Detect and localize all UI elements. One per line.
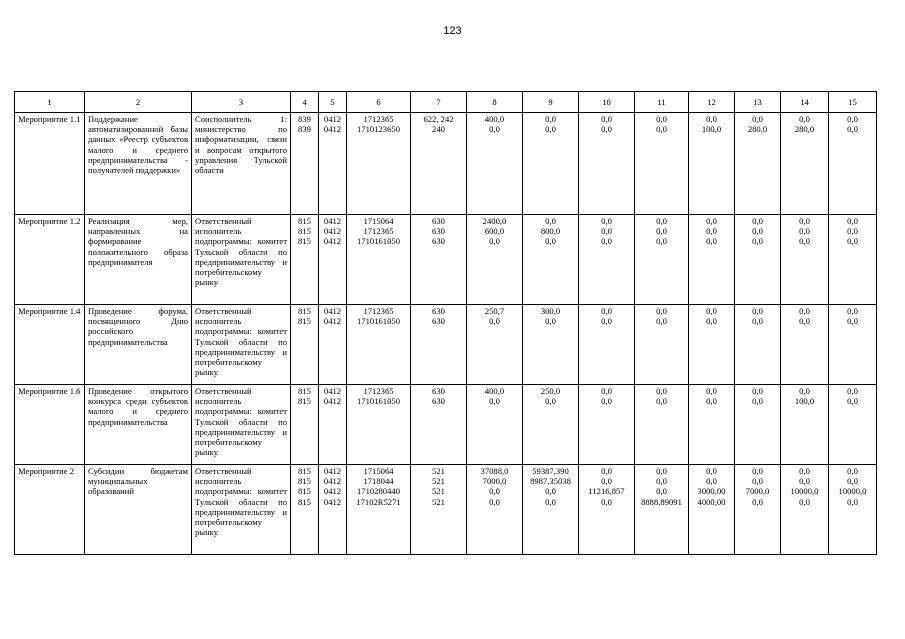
value-line: 0,0 [752, 316, 763, 327]
value-cell-c12 [689, 215, 735, 305]
value-line: 0,0 [489, 486, 500, 497]
value-line: 0412 [323, 316, 342, 327]
value-line: 0,0 [656, 124, 667, 135]
value-cell-c8 [467, 465, 523, 555]
value-line: 0,0 [545, 124, 556, 135]
table-row [15, 385, 877, 465]
value-line: 630 [432, 386, 445, 396]
value-line: 0,0 [706, 476, 717, 487]
value-line: 0412 [323, 216, 342, 226]
value-line: 0412 [323, 466, 342, 476]
value-cell-c6 [347, 113, 411, 215]
value-line: 1710280440 [357, 486, 400, 497]
value-line: 10000,0 [838, 486, 867, 497]
value-line: 1715064 [363, 216, 394, 226]
value-line: 0,0 [847, 316, 858, 327]
column-header: 7 [411, 92, 467, 113]
value-line: 0,0 [752, 476, 763, 487]
value-line: 521 [432, 486, 445, 497]
value-line: 800,0 [540, 226, 561, 237]
column-header: 8 [467, 92, 523, 113]
value-line: 0,0 [799, 466, 810, 476]
value-line: 630 [432, 236, 445, 247]
value-line: 0412 [323, 496, 342, 507]
value-line: 0,0 [799, 226, 810, 237]
value-cell-c9 [523, 305, 579, 385]
value-line: 0,0 [601, 114, 612, 124]
value-line: 0412 [323, 396, 342, 407]
value-line: 839 [298, 124, 311, 135]
value-line: 0,0 [847, 496, 858, 507]
value-line: 630 [432, 396, 445, 407]
value-line: 0,0 [601, 216, 612, 226]
value-line: 0,0 [601, 466, 612, 476]
value-cell-c14 [781, 465, 829, 555]
value-cell-c14 [781, 385, 829, 465]
value-line: 0,0 [656, 466, 667, 476]
measure-cell: Мероприятие 1.6 [15, 385, 85, 465]
value-line: 0,0 [601, 476, 612, 487]
value-cell-c15 [829, 113, 877, 215]
value-cell-c12 [689, 113, 735, 215]
value-line: 630 [432, 316, 445, 327]
value-line: 0,0 [656, 306, 667, 316]
value-line: 0,0 [656, 486, 667, 497]
value-line: 1710161050 [357, 236, 400, 247]
value-line: 815 [298, 306, 311, 316]
value-line: 0,0 [799, 236, 810, 247]
measure-name-cell: Поддержание автоматизированной базы данных «Реестр субъектов малого и среднего предпринимательства - получателей поддержки» [85, 113, 192, 215]
value-line: 815 [298, 316, 311, 327]
value-line: 0412 [323, 486, 342, 497]
value-line: 0412 [323, 306, 342, 316]
value-line: 0412 [323, 386, 342, 396]
value-line: 0,0 [656, 236, 667, 247]
measure-cell: Мероприятие 1.2 [15, 215, 85, 305]
value-line: 600,0 [484, 226, 505, 237]
value-cell-c13 [735, 305, 781, 385]
value-line: 0,0 [489, 236, 500, 247]
value-cell-c4 [291, 113, 319, 215]
value-cell-c7 [411, 305, 467, 385]
value-line: 0,0 [752, 396, 763, 407]
value-line: 0,0 [545, 396, 556, 407]
value-line: 0,0 [601, 306, 612, 316]
column-header: 11 [635, 92, 689, 113]
value-line: 0,0 [706, 386, 717, 396]
value-line: 0,0 [601, 226, 612, 237]
value-line: 0,0 [752, 236, 763, 247]
value-line: 8888,89091 [641, 496, 682, 507]
value-cell-c4 [291, 465, 319, 555]
value-cell-c15 [829, 465, 877, 555]
table-row [15, 465, 877, 555]
value-line: 815 [298, 476, 311, 487]
executor-cell: Ответственный исполнитель подпрограммы: комитет Тульской области по предпринимательству и потребительскому рынку [192, 305, 291, 385]
value-line: 0,0 [847, 114, 858, 124]
header-row [15, 92, 877, 113]
value-line: 0,0 [752, 306, 763, 316]
value-line: 622, 242 [423, 114, 454, 124]
value-line: 2400,0 [482, 216, 507, 226]
column-header: 13 [735, 92, 781, 113]
column-header: 15 [829, 92, 877, 113]
value-cell-c12 [689, 385, 735, 465]
value-line: 0,0 [847, 466, 858, 476]
value-line: 0,0 [799, 316, 810, 327]
value-line: 37088,0 [480, 466, 509, 476]
value-line: 0,0 [656, 476, 667, 487]
budget-table [14, 91, 877, 555]
column-header: 14 [781, 92, 829, 113]
value-cell-c11 [635, 385, 689, 465]
measure-cell: Мероприятие 1.4 [15, 305, 85, 385]
value-cell-c10 [579, 113, 635, 215]
value-cell-c14 [781, 113, 829, 215]
value-cell-c4 [291, 215, 319, 305]
value-line: 0,0 [601, 386, 612, 396]
value-line: 0,0 [656, 316, 667, 327]
value-cell-c4 [291, 385, 319, 465]
value-cell-c14 [781, 215, 829, 305]
value-line: 630 [432, 226, 445, 237]
value-line: 0412 [323, 124, 342, 135]
value-line: 0,0 [847, 476, 858, 487]
value-line: 0,0 [706, 216, 717, 226]
measure-cell: Мероприятие 2 [15, 465, 85, 555]
measure-name-cell: Реализация мер, направленных на формирование положительного образа предпринимателя [85, 215, 192, 305]
value-line: 1712365 [363, 306, 394, 316]
value-cell-c7 [411, 385, 467, 465]
column-header: 12 [689, 92, 735, 113]
value-cell-c9 [523, 215, 579, 305]
value-cell-c10 [579, 465, 635, 555]
column-header: 5 [319, 92, 347, 113]
table-row [15, 113, 877, 215]
executor-cell: Соисполнитель 1: министерство по информатизации, связи и вопросам открытого управления Тульской области [192, 113, 291, 215]
value-line: 8987,35038 [530, 476, 571, 487]
column-header: 10 [579, 92, 635, 113]
value-cell-c7 [411, 113, 467, 215]
value-line: 0,0 [799, 114, 810, 124]
value-line: 0,0 [752, 226, 763, 237]
value-line: 1712365 [363, 114, 394, 124]
value-line: 0,0 [545, 316, 556, 327]
value-line: 1710161050 [357, 396, 400, 407]
value-line: 1712365 [363, 386, 394, 396]
value-line: 0,0 [601, 236, 612, 247]
value-line: 0,0 [489, 124, 500, 135]
value-line: 0412 [323, 226, 342, 237]
value-line: 521 [432, 496, 445, 507]
value-cell-c12 [689, 465, 735, 555]
value-cell-c9 [523, 113, 579, 215]
value-line: 815 [298, 396, 311, 407]
value-line: 0412 [323, 114, 342, 124]
value-cell-c5 [319, 113, 347, 215]
value-line: 0,0 [799, 476, 810, 487]
value-line: 0,0 [545, 496, 556, 507]
value-line: 1710123650 [357, 124, 400, 135]
value-line: 0,0 [489, 496, 500, 507]
value-line: 7000,0 [482, 476, 507, 487]
value-line: 0,0 [799, 386, 810, 396]
page-number: 123 [443, 25, 462, 37]
value-line: 1718044 [363, 476, 394, 487]
value-cell-c9 [523, 465, 579, 555]
value-line: 1710161050 [357, 316, 400, 327]
column-header: 4 [291, 92, 319, 113]
value-line: 0,0 [752, 386, 763, 396]
table-row [15, 215, 877, 305]
value-line: 250,7 [484, 306, 505, 316]
column-header: 1 [15, 92, 85, 113]
measure-cell: Мероприятие 1.1 [15, 113, 85, 215]
measure-name-cell: Проведение открытого конкурса среди субъектов малого и среднего предпринимательства [85, 385, 192, 465]
value-line: 0,0 [706, 114, 717, 124]
value-cell-c12 [689, 305, 735, 385]
column-header: 6 [347, 92, 411, 113]
value-cell-c7 [411, 215, 467, 305]
value-line: 815 [298, 226, 311, 237]
value-line: 0,0 [706, 466, 717, 476]
value-line: 0,0 [847, 236, 858, 247]
value-cell-c6 [347, 215, 411, 305]
value-cell-c6 [347, 465, 411, 555]
value-line: 0,0 [656, 386, 667, 396]
value-line: 0,0 [706, 306, 717, 316]
value-cell-c13 [735, 215, 781, 305]
measure-name-cell: Субсидии бюджетам муниципальных образований [85, 465, 192, 555]
value-line: 0,0 [545, 114, 556, 124]
value-line: 0,0 [545, 486, 556, 497]
value-cell-c11 [635, 113, 689, 215]
value-line: 0,0 [656, 396, 667, 407]
value-line: 280,0 [747, 124, 768, 135]
value-line: 240 [432, 124, 445, 135]
value-line: 0,0 [706, 316, 717, 327]
value-line: 0,0 [847, 216, 858, 226]
value-line: 815 [298, 496, 311, 507]
value-line: 630 [432, 216, 445, 226]
value-line: 1715064 [363, 466, 394, 476]
value-cell-c4 [291, 305, 319, 385]
value-cell-c10 [579, 305, 635, 385]
value-cell-c13 [735, 113, 781, 215]
table-row [15, 305, 877, 385]
value-cell-c5 [319, 465, 347, 555]
value-cell-c6 [347, 305, 411, 385]
value-cell-c10 [579, 215, 635, 305]
value-line: 17102R5271 [356, 496, 401, 507]
value-cell-c8 [467, 305, 523, 385]
value-line: 0412 [323, 476, 342, 487]
executor-cell: Ответственный исполнитель подпрограммы: комитет Тульской области по предпринимательству и потребительскому рынку [192, 215, 291, 305]
value-line: 0,0 [799, 216, 810, 226]
column-header: 2 [85, 92, 192, 113]
value-line: 10000,0 [790, 486, 819, 497]
column-header: 3 [192, 92, 291, 113]
value-cell-c5 [319, 385, 347, 465]
value-cell-c13 [735, 465, 781, 555]
value-line: 815 [298, 236, 311, 247]
executor-cell: Ответственный исполнитель подпрограммы: комитет Тульской области по предпринимательству и потребительскому рынку [192, 385, 291, 465]
value-line: 0,0 [545, 216, 556, 226]
value-line: 100,0 [701, 124, 722, 135]
value-line: 1712365 [363, 226, 394, 237]
value-line: 0,0 [601, 316, 612, 327]
value-line: 839 [298, 114, 311, 124]
value-line: 0,0 [706, 396, 717, 407]
value-cell-c6 [347, 385, 411, 465]
value-line: 0,0 [601, 496, 612, 507]
value-cell-c15 [829, 305, 877, 385]
value-line: 0,0 [847, 306, 858, 316]
value-cell-c13 [735, 385, 781, 465]
value-line: 815 [298, 466, 311, 476]
value-line: 0,0 [601, 396, 612, 407]
value-line: 0,0 [752, 496, 763, 507]
value-cell-c5 [319, 215, 347, 305]
value-line: 0,0 [847, 386, 858, 396]
value-line: 3000,00 [697, 486, 726, 497]
value-line: 0,0 [847, 226, 858, 237]
value-cell-c11 [635, 215, 689, 305]
value-line: 0,0 [752, 216, 763, 226]
value-line: 280,0 [794, 124, 815, 135]
value-line: 0,0 [799, 306, 810, 316]
value-line: 4000,00 [697, 496, 726, 507]
value-cell-c15 [829, 385, 877, 465]
value-line: 0,0 [752, 466, 763, 476]
value-cell-c8 [467, 215, 523, 305]
value-line: 250,0 [540, 386, 561, 396]
value-line: 0,0 [847, 396, 858, 407]
value-line: 400,0 [484, 386, 505, 396]
value-line: 11216,857 [588, 486, 625, 497]
value-line: 0,0 [799, 496, 810, 507]
value-line: 0,0 [706, 236, 717, 247]
measure-name-cell: Проведение форума, посвященного Дню российского предпринимательства [85, 305, 192, 385]
value-line: 0412 [323, 236, 342, 247]
value-line: 521 [432, 466, 445, 476]
value-line: 0,0 [847, 124, 858, 135]
value-line: 0,0 [656, 226, 667, 237]
value-line: 0,0 [489, 396, 500, 407]
value-cell-c10 [579, 385, 635, 465]
value-cell-c8 [467, 385, 523, 465]
value-line: 0,0 [656, 114, 667, 124]
value-line: 0,0 [545, 236, 556, 247]
value-line: 0,0 [656, 216, 667, 226]
value-line: 59387,390 [532, 466, 569, 476]
value-line: 0,0 [489, 316, 500, 327]
value-line: 100,0 [794, 396, 815, 407]
value-line: 630 [432, 306, 445, 316]
value-cell-c8 [467, 113, 523, 215]
value-line: 815 [298, 486, 311, 497]
value-cell-c15 [829, 215, 877, 305]
value-line: 7000,0 [745, 486, 770, 497]
value-cell-c14 [781, 305, 829, 385]
value-cell-c5 [319, 305, 347, 385]
executor-cell: Ответственный исполнитель подпрограммы: комитет Тульской области по предпринимательству и потребительскому рынку [192, 465, 291, 555]
value-line: 815 [298, 216, 311, 226]
value-line: 815 [298, 386, 311, 396]
value-line: 521 [432, 476, 445, 487]
value-line: 400,0 [484, 114, 505, 124]
value-cell-c9 [523, 385, 579, 465]
value-line: 0,0 [601, 124, 612, 135]
value-cell-c11 [635, 465, 689, 555]
value-line: 0,0 [706, 226, 717, 237]
value-line: 300,0 [540, 306, 561, 316]
column-header: 9 [523, 92, 579, 113]
value-cell-c11 [635, 305, 689, 385]
value-line: 0,0 [752, 114, 763, 124]
value-cell-c7 [411, 465, 467, 555]
